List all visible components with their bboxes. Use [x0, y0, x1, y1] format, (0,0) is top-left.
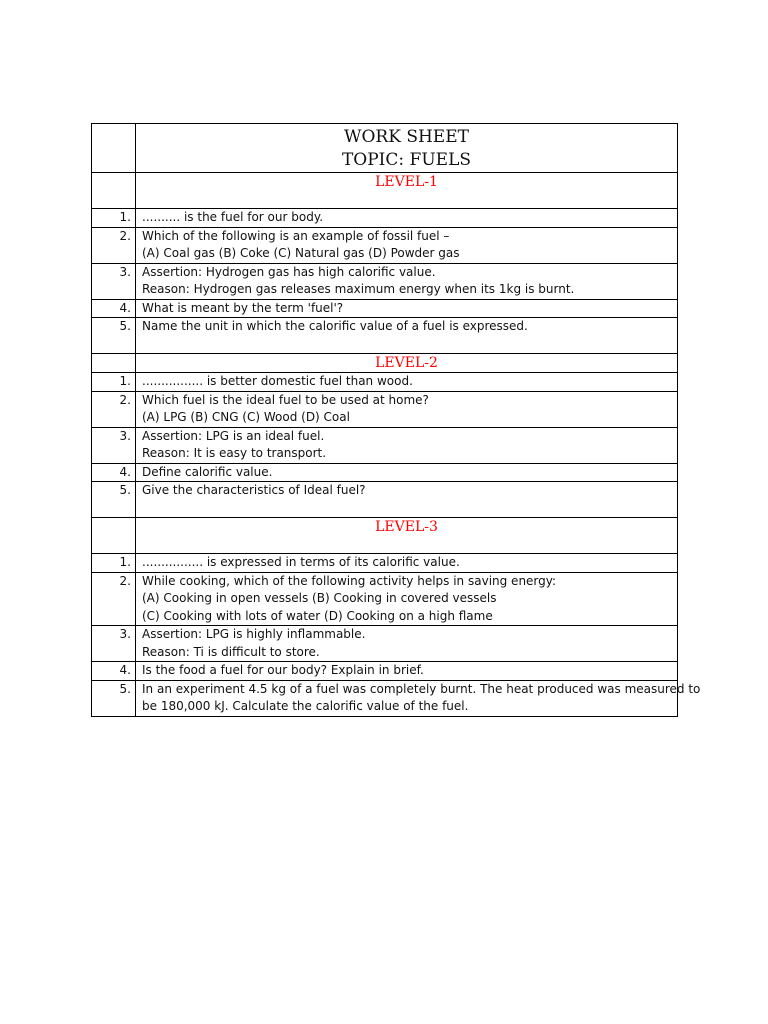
level-row [92, 173, 678, 209]
level-heading: LEVEL-3 [136, 518, 678, 554]
question-text: ................ is better domestic fuel than wood. [136, 373, 678, 392]
level-heading: LEVEL-1 [136, 173, 678, 209]
question-row [92, 463, 678, 482]
question-row [92, 373, 678, 392]
question-number: 2. [92, 391, 136, 427]
question-text: Assertion: LPG is highly inflammable. Reason: Ti is difficult to store. [136, 626, 678, 662]
question-row [92, 227, 678, 263]
question-text: Give the characteristics of Ideal fuel? [136, 482, 678, 518]
question-text: Is the food a fuel for our body? Explain in brief. [136, 662, 678, 681]
question-number: 4. [92, 463, 136, 482]
question-text: .......... is the fuel for our body. [136, 209, 678, 228]
question-number: 2. [92, 572, 136, 626]
question-row [92, 482, 678, 518]
question-text: Assertion: Hydrogen gas has high calorific value. Reason: Hydrogen gas releases maximum energy when its 1kg is burnt. [136, 263, 678, 299]
title-num-cell [92, 124, 136, 173]
question-number: 3. [92, 626, 136, 662]
question-number: 1. [92, 554, 136, 573]
question-number: 5. [92, 680, 136, 716]
level-row [92, 518, 678, 554]
question-number: 1. [92, 209, 136, 228]
level-row [92, 354, 678, 373]
worksheet-title [136, 124, 678, 173]
question-number: 4. [92, 299, 136, 318]
question-number: 2. [92, 227, 136, 263]
question-text: Define calorific value. [136, 463, 678, 482]
question-text: Which fuel is the ideal fuel to be used at home? (A) LPG (B) CNG (C) Wood (D) Coal [136, 391, 678, 427]
question-row [92, 572, 678, 626]
title-line-1: WORK SHEET [344, 127, 469, 147]
topic-title: TOPIC: FUELS [341, 150, 472, 170]
question-number: 3. [92, 427, 136, 463]
question-text: Assertion: LPG is an ideal fuel. Reason: It is easy to transport. [136, 427, 678, 463]
question-row [92, 263, 678, 299]
level-heading: LEVEL-2 [136, 354, 678, 373]
question-number: 5. [92, 318, 136, 354]
question-row [92, 626, 678, 662]
question-text: While cooking, which of the following activity helps in saving energy: (A) Cooking in open vessels (B) Cooking in covered vessels (C) Cooking with lots of water (D) Cooking on a high flame [136, 572, 678, 626]
question-row [92, 209, 678, 228]
question-row [92, 662, 678, 681]
question-row [92, 554, 678, 573]
question-text: Which of the following is an example of fossil fuel – (A) Coal gas (B) Coke (C) Natural gas (D) Powder gas [136, 227, 678, 263]
question-row [92, 391, 678, 427]
question-row [92, 299, 678, 318]
question-row [92, 427, 678, 463]
question-row [92, 318, 678, 354]
question-row [92, 680, 678, 716]
question-number: 4. [92, 662, 136, 681]
question-number: 1. [92, 373, 136, 392]
question-number: 3. [92, 263, 136, 299]
question-text: What is meant by the term 'fuel'? [136, 299, 678, 318]
question-number: 5. [92, 482, 136, 518]
title-row [92, 124, 678, 173]
question-text: ................ is expressed in terms of its calorific value. [136, 554, 678, 573]
question-text: Name the unit in which the calorific value of a fuel is expressed. [136, 318, 678, 354]
worksheet-table [91, 123, 701, 717]
question-text: In an experiment 4.5 kg of a fuel was completely burnt. The heat produced was measured to be 180,000 kJ. Calculate the calorific value of the fuel. [136, 680, 678, 716]
